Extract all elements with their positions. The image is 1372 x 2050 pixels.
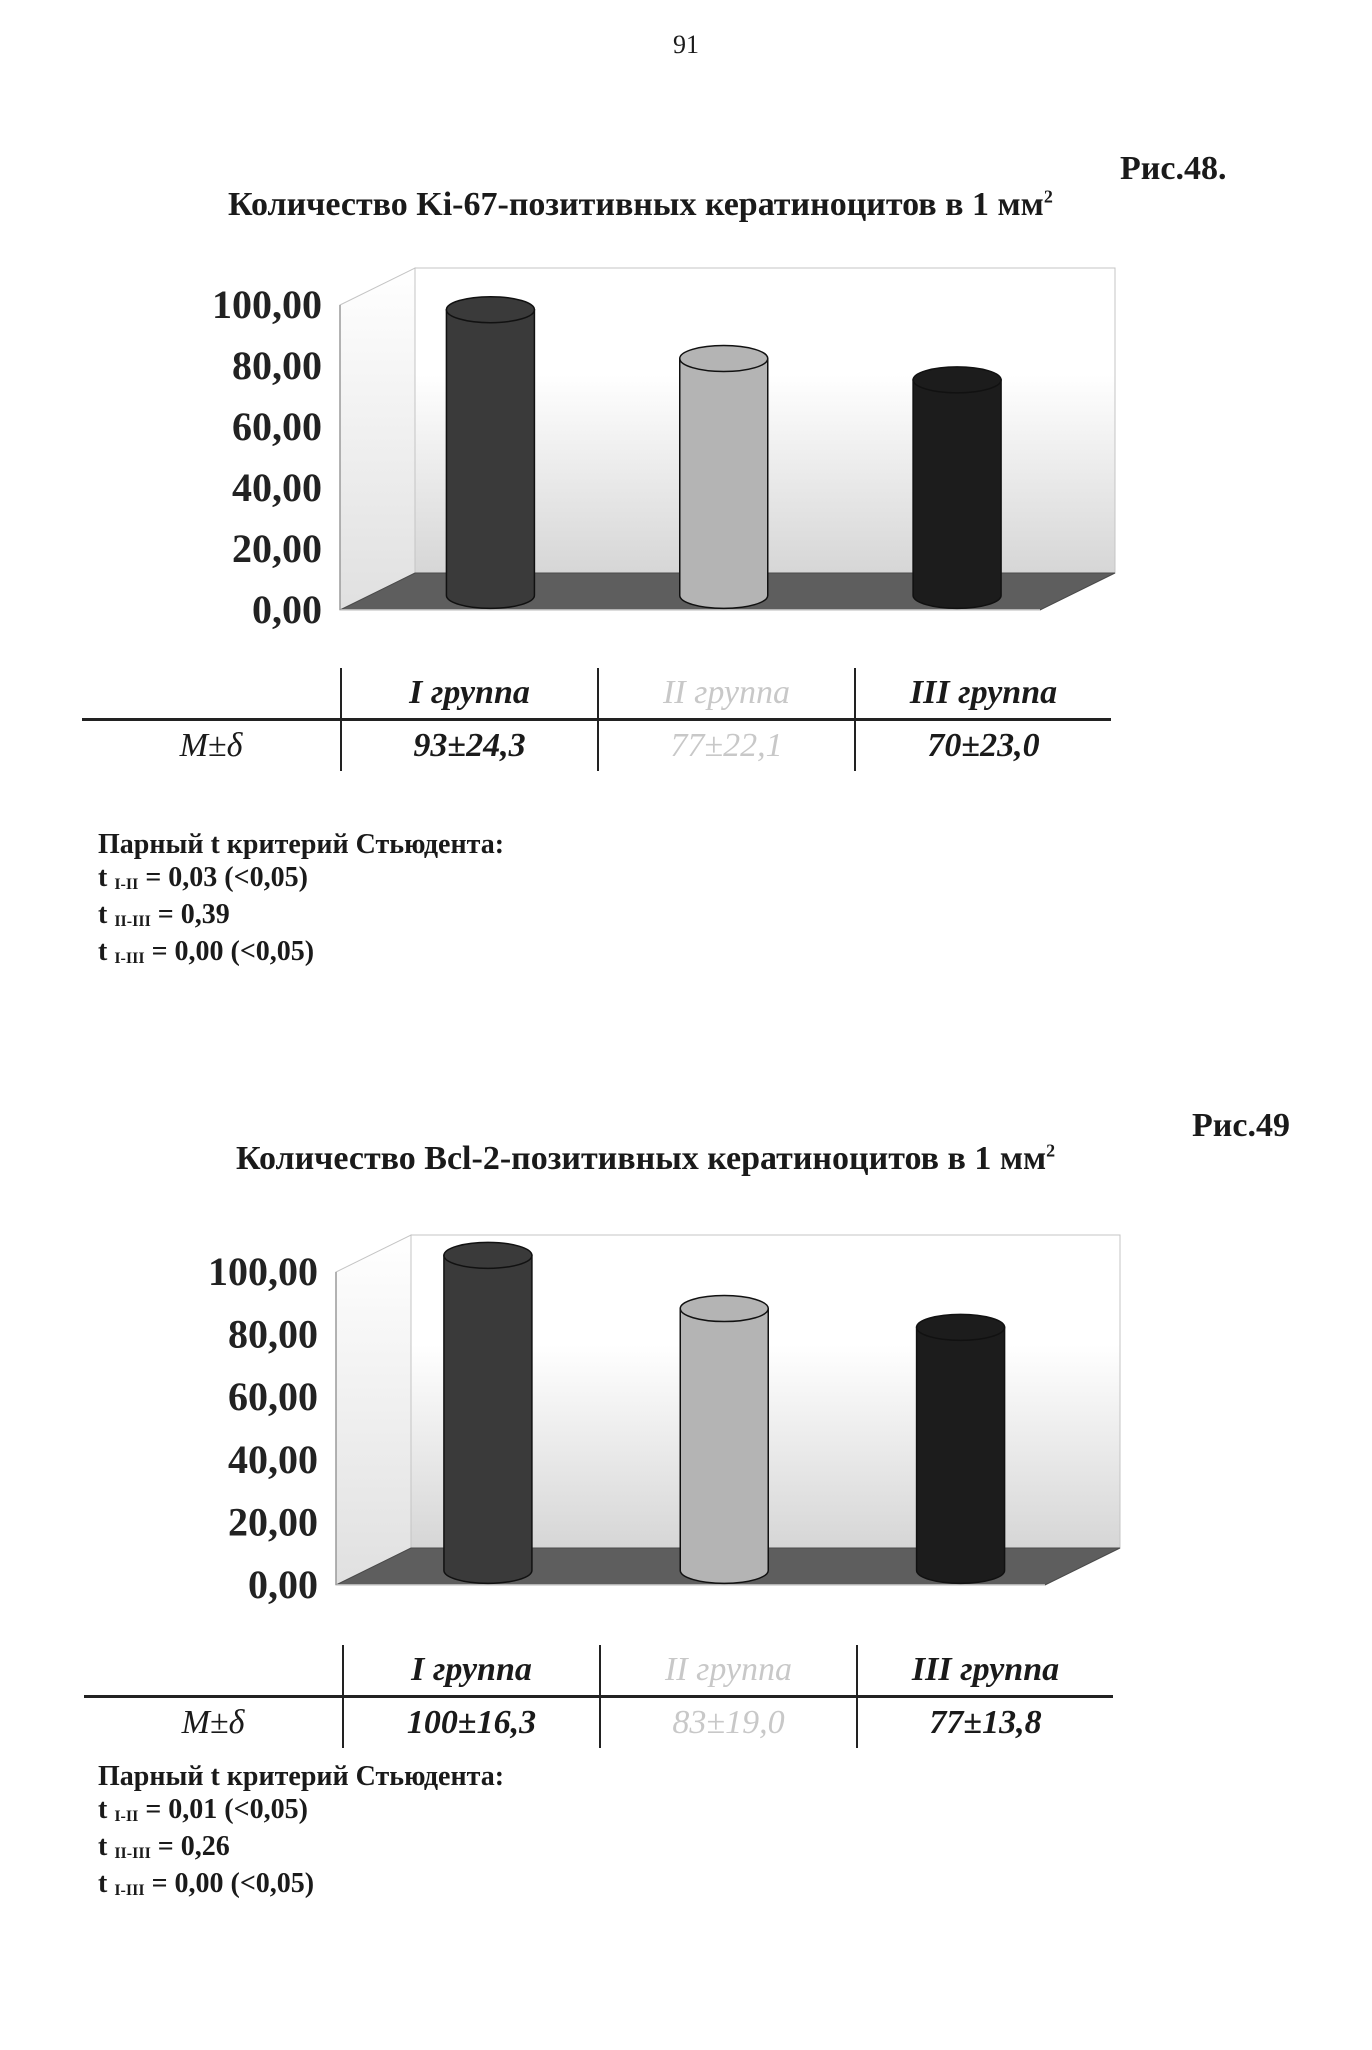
- table-corner-cell: [82, 668, 341, 720]
- bar-3: [913, 367, 1001, 609]
- t-test-line: t $_{I-III}$ = 0,00 (<0,05): [98, 936, 315, 967]
- table-value-group-3: 70±23,0: [855, 720, 1111, 772]
- t-test-heading: Парный t критерий Стьюдента:: [98, 1761, 505, 1792]
- bar-body: [913, 380, 1001, 609]
- bar-body: [446, 310, 534, 609]
- bar-2: [680, 1296, 768, 1584]
- t-test-line: t $_{II-III}$ = 0,26: [98, 1831, 230, 1862]
- y-tick-label: 40,00: [228, 1436, 318, 1482]
- side-wall: [340, 268, 415, 610]
- bar-top: [917, 1314, 1005, 1340]
- figure-label: Рис.48.: [1120, 150, 1227, 187]
- table-value-group-1: 93±24,3: [341, 720, 598, 772]
- bar-2: [680, 346, 768, 609]
- t-test-line: t $_{I-III}$ = 0,00 (<0,05): [98, 1868, 315, 1899]
- chart-title: Количество Bcl-2-позитивных кератиноцитов в 1 $мм^2$: [236, 1140, 1056, 1177]
- page-number: 91: [673, 30, 699, 59]
- bar-top: [680, 346, 768, 372]
- bar-body: [680, 359, 768, 609]
- y-tick-label: 80,00: [232, 343, 322, 388]
- table-header-group-2: II группа: [598, 668, 855, 720]
- table-row-label: M±δ: [179, 727, 243, 764]
- bar-top: [913, 367, 1001, 393]
- t-test-block: [98, 828, 504, 972]
- y-tick-label: 20,00: [228, 1499, 318, 1545]
- bar-1: [446, 297, 534, 609]
- table-value-group-3: 77±13,8: [857, 1697, 1113, 1749]
- table-header-group-3: III группа: [857, 1645, 1113, 1697]
- bar-body: [917, 1327, 1005, 1583]
- table-header-group-2: II группа: [600, 1645, 857, 1697]
- y-tick-label: 0,00: [252, 587, 322, 632]
- t-test-heading: Парный t критерий Стьюдента:: [98, 829, 505, 860]
- bar-top: [680, 1296, 768, 1322]
- table-corner-cell: [84, 1645, 343, 1697]
- values-table: [84, 1645, 1113, 1748]
- t-test-block: [98, 1760, 504, 1904]
- t-test-line: t $_{II-III}$ = 0,39: [98, 899, 230, 930]
- t-test-line: t $_{I-II}$ = 0,01 (<0,05): [98, 1794, 308, 1825]
- bar-3: [917, 1314, 1005, 1583]
- bar-chart: [0, 240, 1372, 660]
- y-tick-label: 80,00: [228, 1311, 318, 1357]
- table-row-label: M±δ: [181, 1704, 245, 1741]
- table-value-group-2: 77±22,1: [598, 720, 855, 772]
- values-table: [82, 668, 1111, 771]
- y-tick-label: 60,00: [228, 1374, 318, 1420]
- bar-body: [444, 1255, 532, 1583]
- y-tick-label: 100,00: [212, 282, 322, 327]
- side-wall: [336, 1235, 411, 1585]
- y-tick-label: 40,00: [232, 465, 322, 510]
- bar-top: [446, 297, 534, 323]
- bar-body: [680, 1309, 768, 1584]
- table-header-group-1: I группа: [343, 1645, 600, 1697]
- chart-title: Количество Ki-67-позитивных кератиноцитов в 1 $мм^2$: [228, 186, 1053, 223]
- table-header-group-1: I группа: [341, 668, 598, 720]
- bar-top: [444, 1242, 532, 1268]
- bar-chart: [0, 1200, 1372, 1630]
- table-header-group-3: III группа: [855, 668, 1111, 720]
- y-tick-label: 0,00: [248, 1562, 318, 1607]
- t-test-line: t $_{I-II}$ = 0,03 (<0,05): [98, 862, 308, 893]
- table-value-group-1: 100±16,3: [343, 1697, 600, 1749]
- figure-label: Рис.49: [1192, 1107, 1290, 1144]
- y-tick-label: 20,00: [232, 526, 322, 571]
- y-tick-label: 60,00: [232, 404, 322, 449]
- bar-1: [444, 1242, 532, 1583]
- table-value-group-2: 83±19,0: [600, 1697, 857, 1749]
- y-tick-label: 100,00: [208, 1249, 318, 1294]
